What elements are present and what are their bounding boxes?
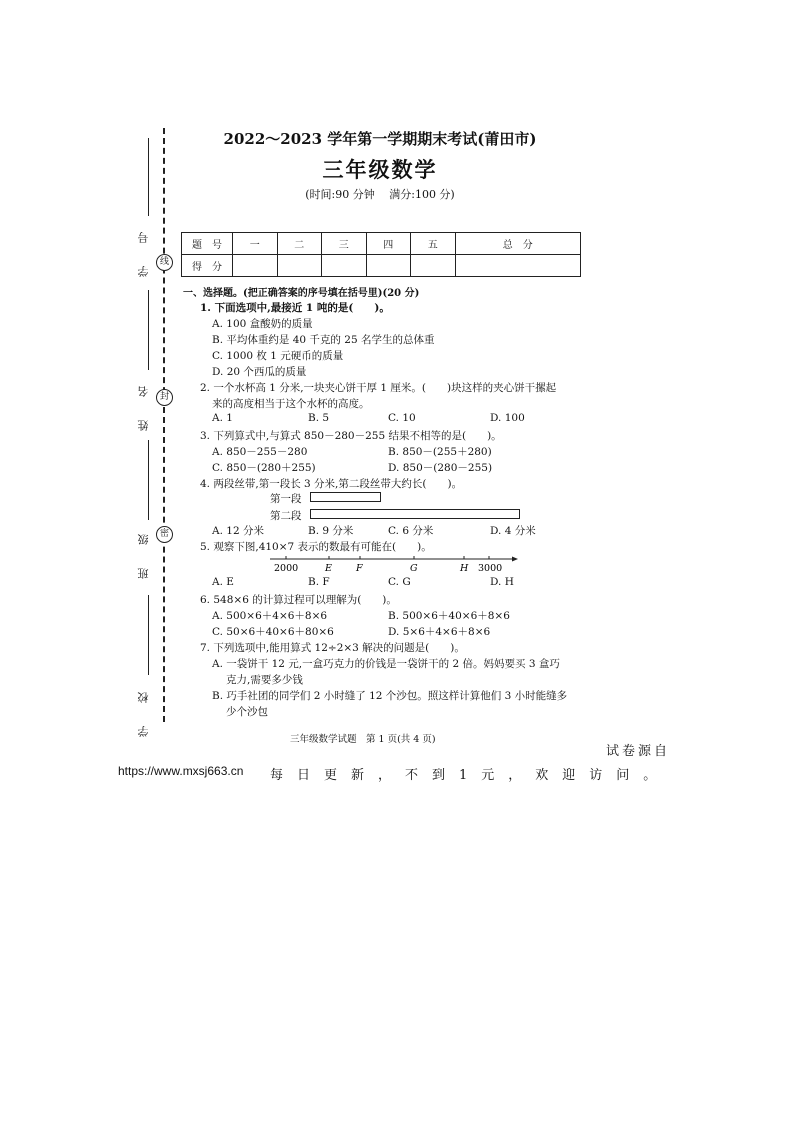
q3-option-b: B. 850－(255＋280) xyxy=(388,446,492,458)
class-fill-line xyxy=(148,440,149,520)
q7-option-a-cont: 克力,需要多少钱 xyxy=(226,674,303,686)
seal-mi: 密 xyxy=(156,526,173,543)
score-table-header-row xyxy=(182,233,581,255)
score-cell[interactable] xyxy=(366,255,411,277)
q3-option-d: D. 850－(280－255) xyxy=(388,462,493,474)
q5-option-a: A. E xyxy=(212,576,234,588)
tick-g: G xyxy=(410,563,418,574)
watermark-url[interactable]: https://www.mxsj663.cn xyxy=(118,764,244,778)
q6-option-a: A. 500×6＋4×6＋8×6 xyxy=(212,610,328,622)
student-id-label: 学 号 xyxy=(137,226,150,277)
q5-stem: 5. 观察下图,410×7 表示的数最有可能在( )。 xyxy=(200,541,432,553)
q4-option-d: D. 4 分米 xyxy=(490,525,536,537)
q6-stem: 6. 548×6 的计算过程可以理解为( )。 xyxy=(200,594,397,606)
q4-stem: 4. 两段丝带,第一段长 3 分米,第二段丝带大约长( )。 xyxy=(200,478,463,490)
q1-stem: 1. 下面选项中,最接近 1 吨的是( )。 xyxy=(200,302,390,314)
school-fill-line xyxy=(148,595,149,675)
ribbon-2-label: 第二段 xyxy=(270,510,302,522)
score-header-cell: 四 xyxy=(366,233,411,255)
q1-option-a: A. 100 盒酸奶的质量 xyxy=(212,318,313,330)
exam-meta: (时间:90 分钟 满分:100 分) xyxy=(305,188,455,201)
q1-option-c: C. 1000 枚 1 元硬币的质量 xyxy=(212,350,344,362)
score-row-label: 得 分 xyxy=(182,255,233,277)
ribbon-1-label: 第一段 xyxy=(270,493,302,505)
score-cell[interactable] xyxy=(411,255,456,277)
score-table xyxy=(181,232,581,277)
school-label: 学 校 xyxy=(137,686,150,737)
student-id-fill-line xyxy=(148,138,149,216)
ribbon-2-bar xyxy=(310,509,520,519)
q7-option-b: B. 巧手社团的同学们 2 小时缝了 12 个沙包。照这样计算他们 3 小时能缝多 xyxy=(212,690,568,702)
name-label: 姓 名 xyxy=(137,380,150,431)
q6-option-d: D. 5×6＋4×6＋8×6 xyxy=(388,626,491,638)
score-header-cell: 五 xyxy=(411,233,456,255)
score-cell[interactable] xyxy=(322,255,367,277)
q5-option-d: D. H xyxy=(490,576,514,588)
tick-f: F xyxy=(356,563,363,574)
score-cell[interactable] xyxy=(455,255,581,277)
tick-2000: 2000 xyxy=(274,563,299,574)
q1-option-b: B. 平均体重约是 40 千克的 25 名学生的总体重 xyxy=(212,334,435,346)
score-header-cell: 三 xyxy=(322,233,367,255)
tick-3000: 3000 xyxy=(478,563,503,574)
q2-option-d: D. 100 xyxy=(490,412,525,424)
q6-option-b: B. 500×6＋40×6＋8×6 xyxy=(388,610,510,622)
exam-title: 2022～2023 学年第一学期期末考试(莆田市) xyxy=(223,130,537,148)
score-table-score-row xyxy=(182,255,581,277)
q2-stem-cont: 来的高度相当于这个水杯的高度。 xyxy=(212,398,370,410)
q3-stem: 3. 下列算式中,与算式 850－280－255 结果不相等的是( )。 xyxy=(200,430,502,442)
binding-dashed-line xyxy=(163,128,165,722)
score-cell[interactable] xyxy=(277,255,322,277)
section-heading: 一、选择题。(把正确答案的序号填在括号里)(20 分) xyxy=(183,288,420,299)
q4-option-a: A. 12 分米 xyxy=(212,525,264,537)
tick-h: H xyxy=(460,563,469,574)
subject-title: 三年级数学 xyxy=(322,157,438,182)
score-header-cell: 二 xyxy=(277,233,322,255)
page-footer: 三年级数学试题 第 1 页(共 4 页) xyxy=(290,734,436,745)
number-line xyxy=(270,556,518,576)
class-label: 班 级 xyxy=(137,528,150,579)
q7-option-b-cont: 少个沙包 xyxy=(226,706,268,718)
q3-option-c: C. 850－(280＋255) xyxy=(212,462,316,474)
q5-option-b: B. F xyxy=(308,576,330,588)
q1-option-d: D. 20 个西瓜的质量 xyxy=(212,366,307,378)
q3-option-a: A. 850－255－280 xyxy=(212,446,308,458)
score-header-cell: 一 xyxy=(233,233,278,255)
q4-option-b: B. 9 分米 xyxy=(308,525,354,537)
score-header-cell: 题 号 xyxy=(182,233,233,255)
seal-xian: 线 xyxy=(156,254,173,271)
tick-e: E xyxy=(325,563,332,574)
watermark-source: 试卷源自 xyxy=(606,744,671,759)
q6-option-c: C. 50×6＋40×6＋80×6 xyxy=(212,626,334,638)
name-fill-line xyxy=(148,290,149,370)
q7-option-a: A. 一袋饼干 12 元,一盒巧克力的价钱是一袋饼干的 2 倍。妈妈要买 3 盒巧 xyxy=(212,658,560,670)
score-cell[interactable] xyxy=(233,255,278,277)
q5-option-c: C. G xyxy=(388,576,411,588)
q2-option-b: B. 5 xyxy=(308,412,330,424)
q2-stem: 2. 一个水杯高 1 分米,一块夹心饼干厚 1 厘米。( )块这样的夹心饼干摞起 xyxy=(200,382,557,394)
q4-option-c: C. 6 分米 xyxy=(388,525,434,537)
q2-option-c: C. 10 xyxy=(388,412,416,424)
watermark-slogan: 每日更新，不到1元，欢迎访问。 xyxy=(270,768,671,783)
score-header-cell: 总 分 xyxy=(455,233,581,255)
q7-stem: 7. 下列选项中,能用算式 12÷2×3 解决的问题是( )。 xyxy=(200,642,465,654)
seal-feng: 封 xyxy=(156,389,173,406)
ribbon-1-bar xyxy=(310,492,381,502)
q2-option-a: A. 1 xyxy=(212,412,233,424)
